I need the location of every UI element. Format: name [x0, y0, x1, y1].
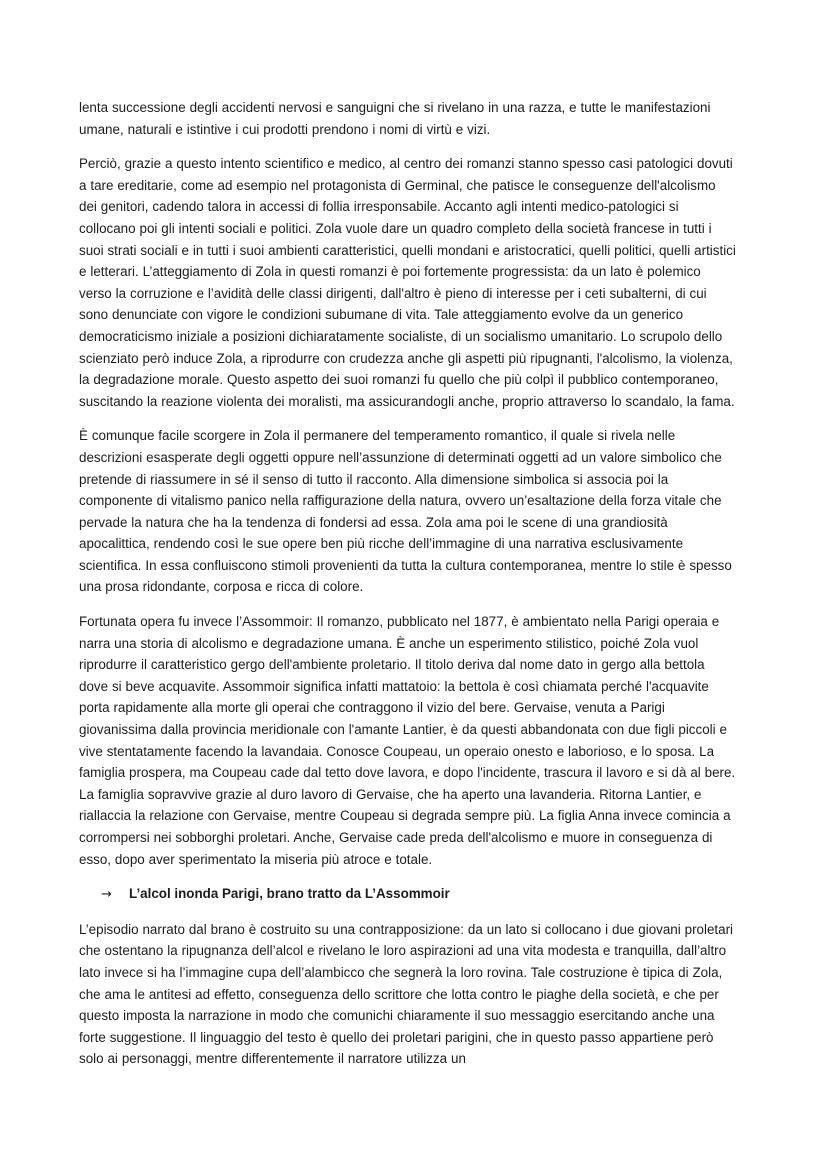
paragraph-assommoir: Fortunata opera fu invece l’Assommoir: Il romanzo, pubblicato nel 1877, è ambientato nella Parigi operaia e narra una storia di alcolismo e degradazione umana. È anche un esperimento stilistico, poiché Zola vuol riprodurre il caratteristico gergo dell'ambiente proletario. Il titolo deriva dal nome dato in gergo alla bettola dove si beve acquavite. Assommoir significa infatti mattatoio: la bettola è così chiamata perché l'acquavite porta rapidamente alla morte gli operai che contraggono il vizio del bere. Gervaise, venuta a Parigi giovanissima dalla provincia meridionale con l'amante Lantier, è da questi abbandonata con due figli piccoli e vive stentatamente facendo la lavandaia. Conosce Coupeau, un operaio onesto e laborioso, e lo sposa. La famiglia prospera, ma Coupeau cade dal tetto dove lavora, e dopo l'incidente, trascura il lavoro e si dà al bere. La famiglia sopravvive grazie al duro lavoro di Gervaise, che ha aperto una lavanderia. Ritorna Lantier, e riallaccia la relazione con Gervaise, mentre Coupeau si degrada sempre più. La figlia Anna invece comincia a corrompersi nei sobborghi proletari. Anche, Gervaise cade preda dell'alcolismo e muore in conseguenza di esso, dopo aver sperimentato la miseria più atroce e totale.	[79, 614, 736, 867]
paragraph-intenti-scientifici: Perciò, grazie a questo intento scientifico e medico, al centro dei romanzi stanno spesso casi patologici dovuti a tare ereditarie, come ad esempio nel protagonista di Germinal, che patisce le conseguenze dell'alcolismo dei genitori, cadendo talora in accessi di follia irresponsabile. Accanto agli intenti medico-patologici si collocano poi gli intenti sociali e politici. Zola vuole dare un quadro completo della società francese in tutti i suoi strati sociali e in tutti i suoi ambienti caratteristici, quelli mondani e aristocratici, quelli politici, quelli artistici e letterari. L’atteggiamento di Zola in questi romanzi è poi fortemente progressista: da un lato è polemico verso la corruzione e l’avidità delle classi dirigenti, dall'altro è pieno di interesse per i ceti subalterni, di cui sono denunciate con vigore le condizioni subumane di vita. Tale atteggiamento evolve da un generico democraticismo iniziale a posizioni dichiaratamente socialiste, di un socialismo umanitario. Lo scrupolo dello scienziato però induce Zola, a riprodurre con crudezza anche gli aspetti più ripugnanti, l'alcolismo, la violenza, la degradazione morale. Questo aspetto dei suoi romanzi fu quello che più colpì il pubblico contemporaneo, suscitando la reazione violenta dei moralisti, ma assicurandogli anche, proprio attraverso lo scandalo, la fama.	[79, 156, 736, 409]
section-heading	[101, 883, 736, 906]
section-heading-text: L’alcol inonda Parigi, brano tratto da L’Assommoir	[129, 886, 450, 902]
paragraph-episodio: L’episodio narrato dal brano è costruito su una contrapposizione: da un lato si collocano i due giovani proletari che ostentano la ripugnanza dell’alcol e rivelano le loro aspirazioni ad una vita modesta e tranquilla, dall’altro lato invece si ha l’immagine cupa dell’alambicco che segnerà la loro rovina. Tale costruzione è tipica di Zola, che ama le antitesi ad effetto, conseguenza dello scrittore che lotta contro le piaghe della società, e che per questo imposta la narrazione in modo che comunichi chiaramente il suo messaggio esercitando anche una forte suggestione. Il linguaggio del testo è quello dei proletari parigini, che in questo passo appartiene però solo ai personaggi, mentre differentemente il narratore utilizza un	[79, 921, 734, 1067]
paragraph-virtu-vizi: lenta successione degli accidenti nervosi e sanguigni che si rivelano in una razza, e tutte le manifestazioni umane, naturali e istintive i cui prodotti prendono i nomi di virtù e vizi.	[79, 100, 711, 137]
right-arrow-icon: →	[101, 887, 112, 903]
paragraph-temperamento-romantico: È comunque facile scorgere in Zola il permanere del temperamento romantico, il quale si rivela nelle descrizioni esasperate degli oggetti oppure nell’assunzione di determinati oggetti ad un valore simbolico che pretende di riassumere in sé il senso di tutto il racconto. Alla dimensione simbolica si associa poi la componente di vitalismo panico nella raffigurazione della natura, ovvero un’esaltazione della forza vitale che pervade la natura che ha la tendenza di fondersi ad essa. Zola ama poi le scene di una grandiosità apocalittica, rendendo così le sue opere ben più ricche dell’immagine di una narrativa esclusivamente scientifica. In essa confluiscono stimoli provenienti da tutta la cultura contemporanea, mentre lo stile è spesso una prosa ridondante, corposa e ricca di colore.	[79, 428, 732, 595]
